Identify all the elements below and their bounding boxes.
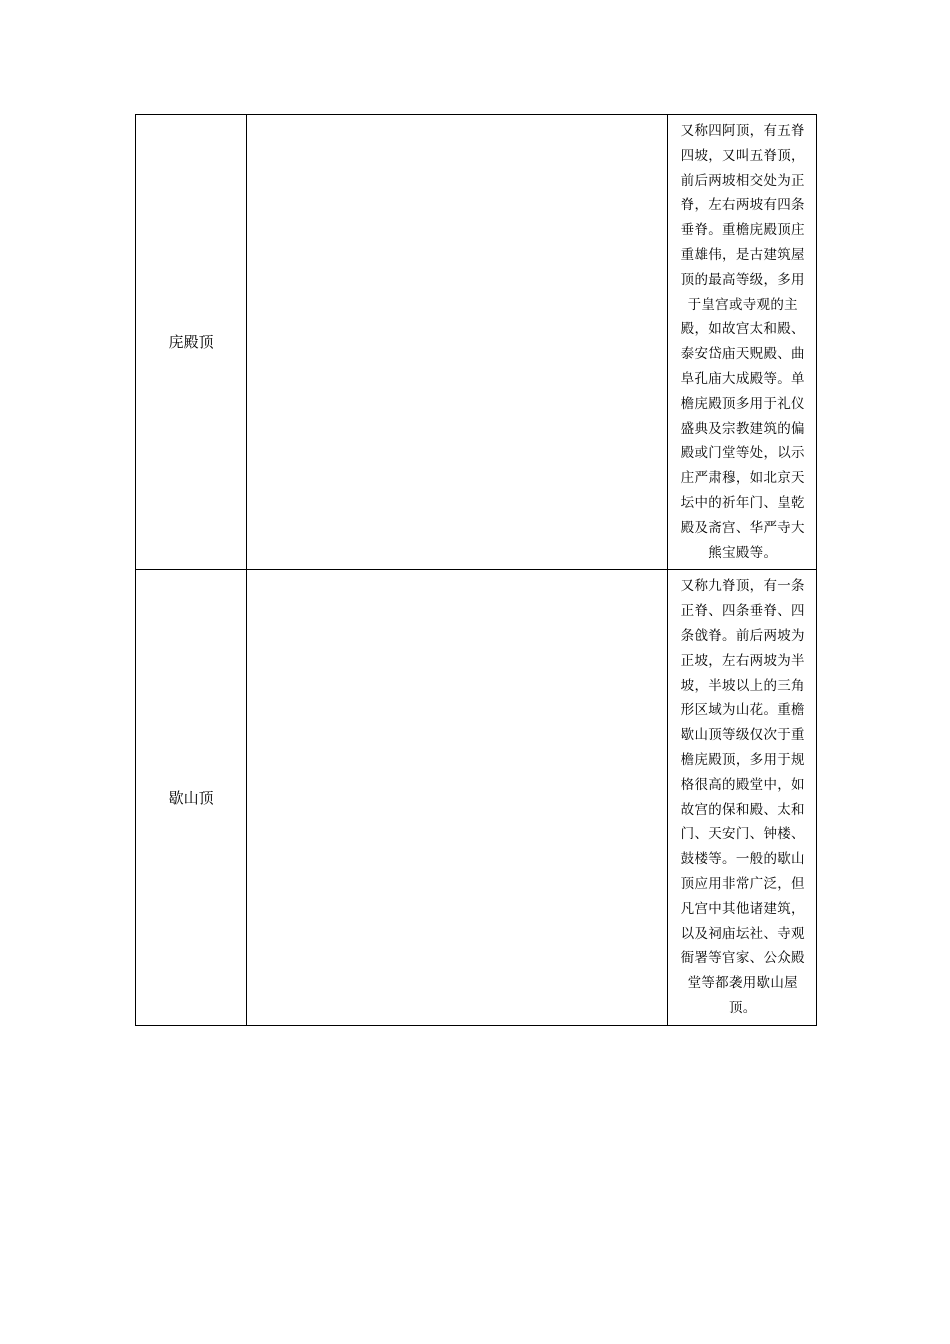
roof-description-cell: 又称四阿顶，有五脊四坡，又叫五脊顶，前后两坡相交处为正脊，左右两坡有四条垂脊。重檐庑殿顶庄重雄伟，是古建筑屋顶的最高等级，多用于皇宫或寺观的主殿，如故宫太和殿、泰安岱庙天贶殿、曲阜孔庙大成殿等。单檐庑殿顶多用于礼仪盛典及宗教建筑的偏殿或门堂等处，以示庄严肃穆，如北京天坛中的祈年门、皇乾殿及斋宫、华严寺大熊宝殿等。: [667, 115, 816, 570]
roof-image-cell: [247, 115, 667, 570]
roof-description-cell: 又称九脊顶，有一条正脊、四条垂脊、四条戗脊。前后两坡为正坡，左右两坡为半坡，半坡以上的三角形区域为山花。重檐歇山顶等级仅次于重檐庑殿顶，多用于规格很高的殿堂中，如故宫的保和殿、太和门、天安门、钟楼、鼓楼等。一般的歇山顶应用非常广泛，但凡宫中其他诸建筑，以及祠庙坛社、寺观衙署等官家、公众殿堂等都袭用歇山屋顶。: [667, 570, 816, 1025]
roof-name-cell: 歇山顶: [136, 570, 247, 1025]
roof-image-cell: [247, 570, 667, 1025]
roof-types-table: [135, 114, 817, 1026]
table-row-wudian: [136, 115, 817, 570]
table-row-xieshan: [136, 570, 817, 1025]
roof-name-cell: 庑殿顶: [136, 115, 247, 570]
